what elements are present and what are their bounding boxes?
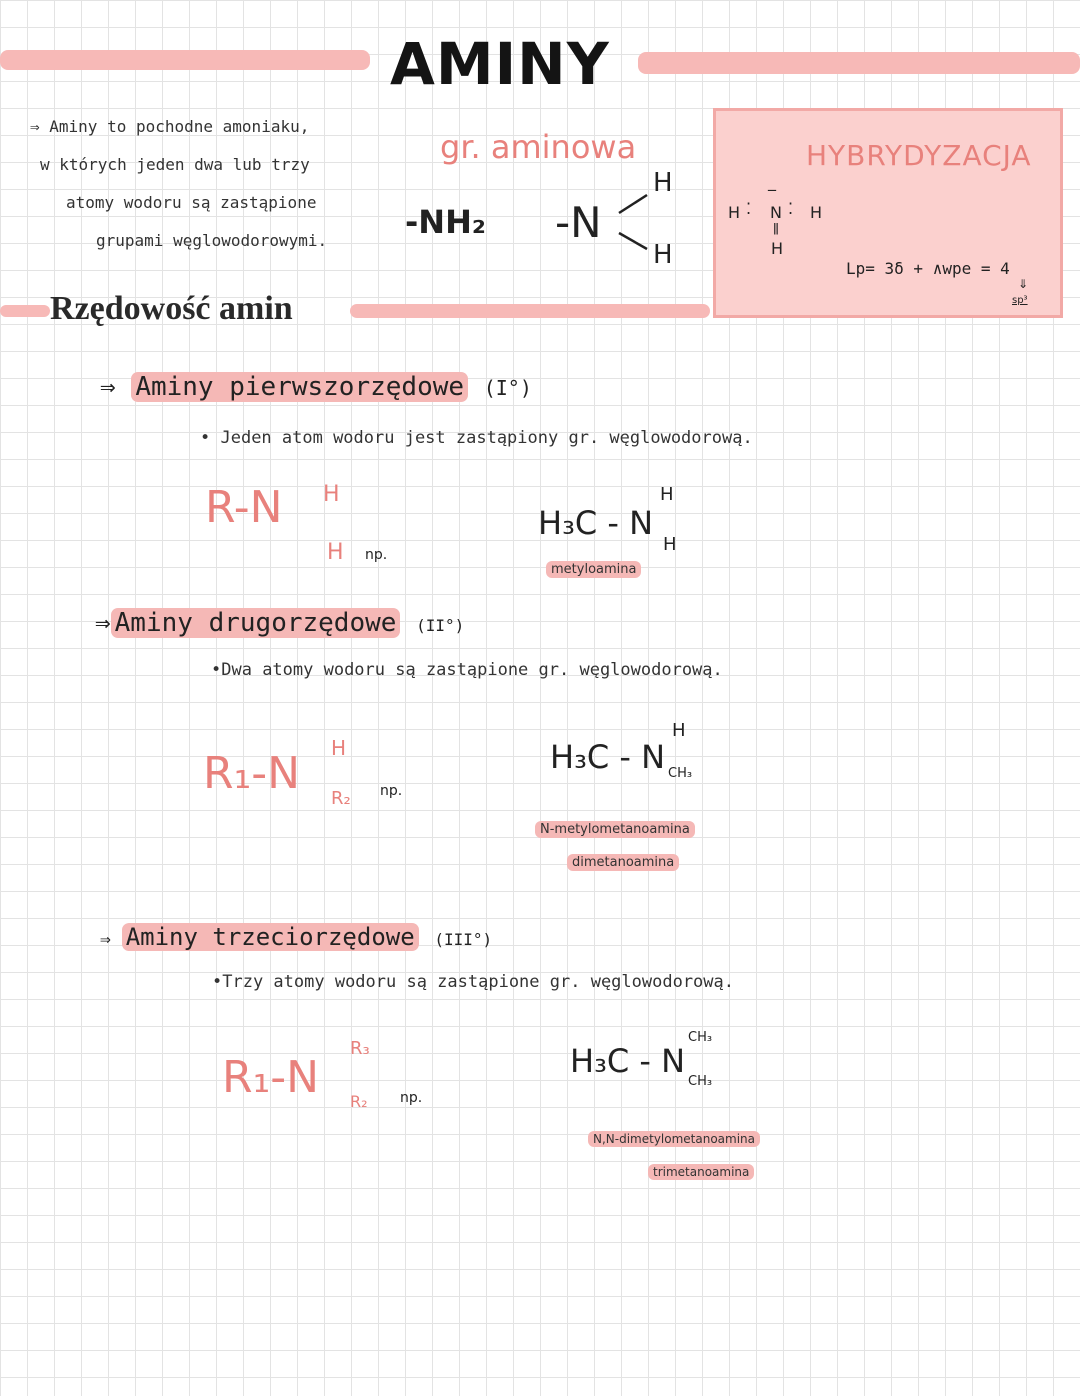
formula-main: R-N: [205, 482, 283, 533]
substituent: H: [672, 720, 686, 741]
description-text: Dwa atomy wodoru są zastąpione gr. węglowodorową.: [221, 660, 723, 680]
heading-text: Aminy drugorzędowe: [111, 608, 401, 638]
substituent: H: [331, 736, 347, 760]
np-label: np.: [380, 783, 403, 799]
example-names: [535, 818, 795, 870]
intro-line: grupami węglowodorowymi.: [96, 231, 328, 250]
intro-line: w których jeden dwa lub trzy: [40, 155, 310, 174]
general-formula: [203, 736, 403, 828]
hydrogen-atom: H: [653, 168, 673, 198]
dots: ǁ: [773, 221, 779, 235]
down-arrow-icon: ⇓: [1018, 277, 1029, 291]
tertiary-amines-section: [100, 922, 1000, 1202]
section-heading: [100, 372, 532, 402]
description-text: Jeden atom wodoru jest zastąpiony gr. węglowodorową.: [220, 428, 753, 448]
hydrogen-atom: H: [771, 239, 784, 258]
section-heading: [95, 608, 464, 638]
formula-main: R₁-N: [203, 748, 301, 799]
arrow-icon: ⇒: [95, 608, 111, 638]
subtitle-bar-left: [0, 305, 50, 317]
substituent: CH₃: [688, 1074, 713, 1089]
formula-main: H₃C - N: [570, 1042, 686, 1080]
arrow-icon: ⇒: [30, 117, 50, 136]
nitrogen-atom: N: [770, 203, 782, 222]
intro-line: atomy wodoru są zastąpione: [66, 193, 317, 212]
heading-text: Aminy pierwszorzędowe: [131, 372, 468, 402]
compound-name: trimetanoamina: [648, 1164, 754, 1180]
formula-main: R₁-N: [222, 1052, 320, 1103]
compound-name: N-metylometanoamina: [535, 821, 695, 838]
title-bar-left: [0, 50, 370, 70]
amino-group-formula: -NH₂: [405, 203, 486, 241]
hydrogen-atom: H: [653, 240, 673, 270]
compound-name: N,N-dimetylometanoamina: [588, 1131, 760, 1147]
secondary-amines-section: [95, 608, 995, 888]
amino-group-label: gr. aminowa: [440, 128, 637, 166]
hybridization-result: sp³: [1012, 295, 1028, 306]
example-names: [546, 558, 641, 577]
hydrogen-atom: H: [728, 203, 741, 222]
page-title: AMINY: [390, 30, 610, 98]
example-formula: [570, 1030, 770, 1112]
dots: ‾: [768, 187, 776, 206]
section-description: • Jeden atom wodoru jest zastąpiony gr. węglowodorową.: [200, 428, 753, 448]
substituent: R₂: [331, 788, 351, 809]
dots: ⁚: [746, 199, 752, 218]
substituent: H: [663, 534, 677, 555]
compound-name: dimetanoamina: [567, 854, 679, 871]
intro-text: [30, 108, 410, 260]
primary-amines-section: [100, 372, 1000, 592]
substituent: H: [323, 482, 340, 507]
heading-text: Aminy trzeciorzędowe: [122, 923, 419, 951]
hybridization-title: HYBRYDYZACJA: [806, 139, 1032, 172]
order-label: (I°): [483, 376, 532, 400]
arrow-icon: ⇒: [100, 372, 132, 402]
hybridization-box: [713, 108, 1063, 318]
subtitle-bar-right: [350, 304, 710, 318]
np-label: np.: [400, 1090, 423, 1106]
substituent: R₃: [350, 1038, 370, 1059]
substituent: CH₃: [668, 766, 693, 781]
description-text: Trzy atomy wodoru są zastąpione gr. węglowodorową.: [222, 972, 734, 992]
section-subtitle: Rzędowość amin: [50, 290, 293, 327]
np-label: np.: [365, 547, 388, 563]
amino-structure: [555, 168, 695, 268]
lp-formula: Lp= 3δ + ∧wpe = 4: [846, 259, 1010, 278]
section-description: •Dwa atomy wodoru są zastąpione gr. węglowodorową.: [211, 660, 723, 680]
formula-main: H₃C - N: [538, 504, 654, 542]
substituent: H: [660, 484, 674, 505]
substituent: H: [327, 540, 344, 565]
section-description: •Trzy atomy wodoru są zastąpione gr. węglowodorową.: [212, 972, 734, 992]
order-label: (III°): [434, 930, 493, 949]
compound-name: metyloamina: [546, 561, 641, 578]
substituent: CH₃: [688, 1030, 713, 1045]
title-bar-right: [638, 52, 1080, 74]
general-formula: [222, 1038, 422, 1132]
section-heading: [100, 922, 492, 952]
example-formula: [550, 720, 750, 808]
order-label: (II°): [416, 616, 465, 635]
intro-line: Aminy to pochodne amoniaku,: [49, 117, 310, 136]
nitrogen-atom: -N: [555, 198, 602, 247]
example-names: [588, 1128, 848, 1180]
lewis-structure: [728, 187, 838, 269]
formula-main: H₃C - N: [550, 738, 666, 776]
substituent: R₂: [350, 1092, 368, 1111]
hydrogen-atom: H: [810, 203, 823, 222]
arrow-icon: ⇒: [100, 929, 122, 950]
dots: ⁚: [788, 199, 794, 218]
